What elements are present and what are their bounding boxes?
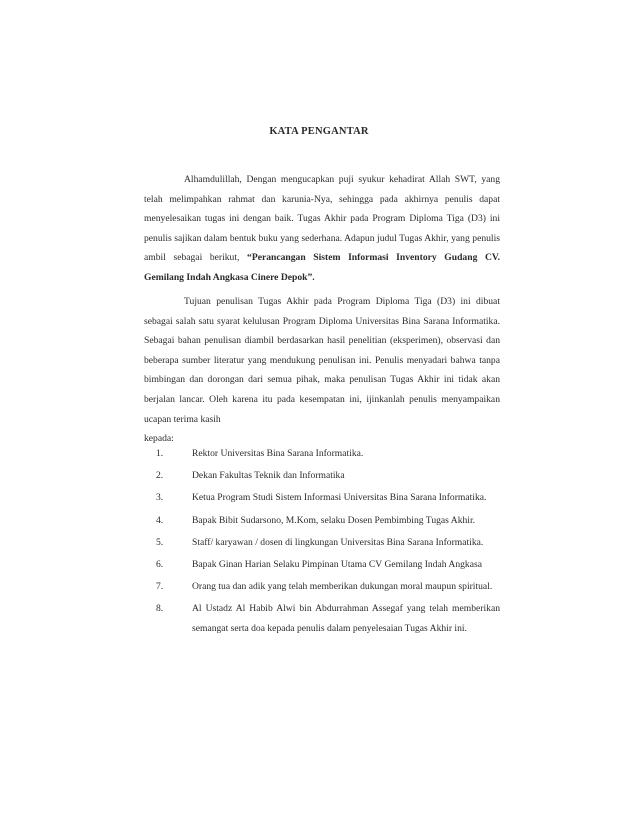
list-item-text: Bapak Bibit Sudarsono, M.Kom, selaku Dosen Pembimbing Tugas Akhir. xyxy=(192,514,476,526)
list-item-text: Dekan Fakultas Teknik dan Informatika xyxy=(192,470,345,482)
list-item xyxy=(156,577,500,597)
list-item-text: Staff/ karyawan / dosen di lingkungan Universitas Bina Sarana Informatika. xyxy=(192,536,484,548)
list-item-text: Al Ustadz Al Habib Alwi bin Abdurrahman Assegaf yang telah memberikan semangat serta doa kepada penulis dalam penyelesaian Tugas Akhir ini. xyxy=(192,603,500,634)
list-item xyxy=(156,466,500,486)
list-item-number: 4. xyxy=(156,514,164,526)
intro-paragraph-text: Alhamdulillah, Dengan mengucapkan puji syukur kehadirat Allah SWT, yang telah melimpahkan rahmat dan karunia-Nya, sehingga pada akhirnya penulis dapat menyelesaikan tugas ini dengan baik. Tugas Akhir pada Program Diploma Tiga (D3) ini penulis sajikan dalam bentuk buku yang sederhana. Adapun judul Tugas Akhir, yang penulis ambil sebagai berikut, xyxy=(144,174,500,264)
list-item-text: Rektor Universitas Bina Sarana Informatika. xyxy=(192,448,364,459)
acknowledgement-list xyxy=(156,444,500,641)
list-item-text: Orang tua dan adik yang telah memberikan dukungan moral maupun spiritual. xyxy=(192,581,493,593)
page-title: KATA PENGANTAR xyxy=(269,126,369,137)
list-item-number: 5. xyxy=(156,536,164,548)
list-item xyxy=(156,555,500,575)
list-item xyxy=(156,444,500,464)
closing-line: kepada: xyxy=(144,433,174,445)
list-item-number: 3. xyxy=(156,492,164,504)
list-item xyxy=(156,599,500,638)
list-item-number: 2. xyxy=(156,470,164,482)
list-item-number: 8. xyxy=(156,603,164,615)
intro-paragraph-block xyxy=(144,170,500,288)
purpose-paragraph-block xyxy=(144,292,500,449)
list-item-text: Ketua Program Studi Sistem Informasi Universitas Bina Sarana Informatika. xyxy=(192,492,487,504)
list-item xyxy=(156,488,500,508)
list-item-number: 6. xyxy=(156,558,164,570)
thesis-title: “Perancangan Sistem Informasi Inventory Gudang CV. Gemilang Indah Angkasa Cinere Depok”. xyxy=(144,252,500,283)
intro-paragraph xyxy=(144,170,500,288)
list-item xyxy=(156,533,500,553)
list-item xyxy=(156,511,500,531)
list-item-text: Bapak Ginan Harian Selaku Pimpinan Utama CV Gemilang Indah Angkasa xyxy=(192,558,482,570)
list-item-number: 1. xyxy=(156,448,164,459)
list-item-number: 7. xyxy=(156,581,164,593)
purpose-paragraph: Tujuan penulisan Tugas Akhir pada Program Diploma Tiga (D3) ini dibuat sebagai salah satu syarat kelulusan Program Diploma Universitas Bina Sarana Informatika. Sebagai bahan penulisan diambil berdasarkan hasil penelitian (eksperimen), observasi dan beberapa sumber literatur yang mendukung penulisan ini. Penulis menyadari bahwa tanpa bimbingan dan dorongan dari semua pihak, maka penulisan Tugas Akhir ini tidak akan berjalan lancar. Oleh karena itu pada kesempatan ini, ijinkanlah penulis menyampaikan ucapan terima kasih xyxy=(144,296,500,425)
